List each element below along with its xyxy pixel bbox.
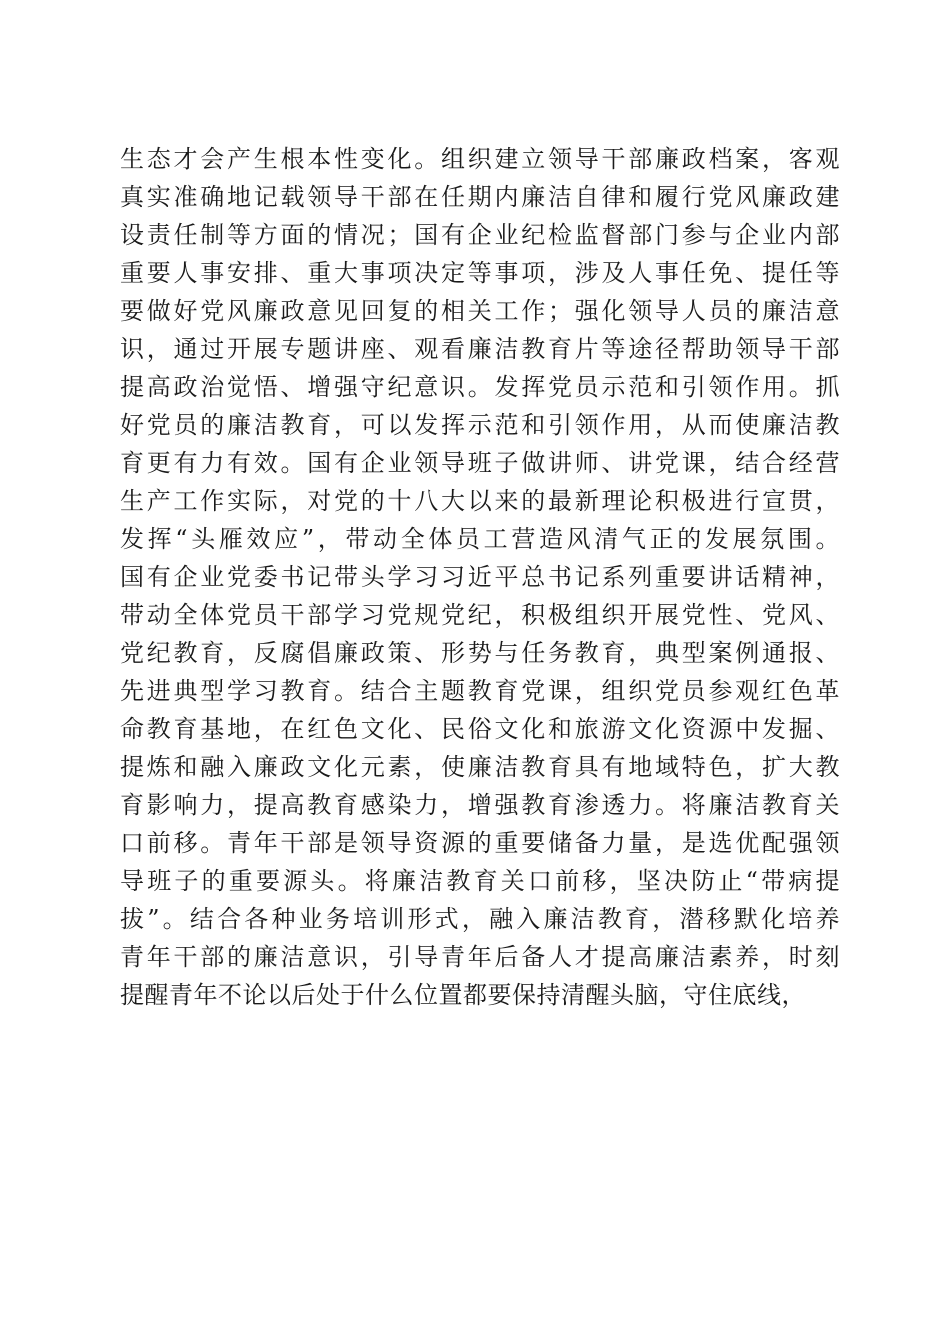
text-line: 发挥“头雁效应”，带动全体员工营造风清气正的发展氛围。 [120, 525, 840, 553]
text-line: 要做好党风廉政意见回复的相关工作；强化领导人员的廉洁意 [120, 297, 840, 325]
text-line: 导班子的重要源头。将廉洁教育关口前移，坚决防止“带病提 [120, 867, 840, 895]
text-line: 好党员的廉洁教育，可以发挥示范和引领作用，从而使廉洁教 [120, 411, 840, 439]
text-line: 育影响力，提高教育感染力，增强教育渗透力。将廉洁教育关 [120, 791, 840, 819]
text-line: 命教育基地，在红色文化、民俗文化和旅游文化资源中发掘、 [120, 715, 840, 743]
text-line: 国有企业党委书记带头学习习近平总书记系列重要讲话精神， [120, 563, 840, 591]
text-line: 提醒青年不论以后处于什么位置都要保持清醒头脑，守住底线， [120, 981, 806, 1009]
text-line: 生态才会产生根本性变化。组织建立领导干部廉政档案，客观 [120, 145, 840, 173]
text-line: 生产工作实际，对党的十八大以来的最新理论积极进行宣贯， [120, 487, 840, 515]
text-line: 识，通过开展专题讲座、观看廉洁教育片等途径帮助领导干部 [120, 335, 840, 363]
text-line: 设责任制等方面的情况；国有企业纪检监督部门参与企业内部 [120, 221, 840, 249]
text-line: 青年干部的廉洁意识，引导青年后备人才提高廉洁素养，时刻 [120, 943, 840, 971]
text-line: 带动全体党员干部学习党规党纪，积极组织开展党性、党风、 [120, 601, 840, 629]
text-line: 拔”。结合各种业务培训形式，融入廉洁教育，潜移默化培养 [120, 905, 840, 933]
text-line: 先进典型学习教育。结合主题教育党课，组织党员参观红色革 [120, 677, 840, 705]
text-line: 重要人事安排、重大事项决定等事项，涉及人事任免、提任等 [120, 259, 840, 287]
text-line: 党纪教育，反腐倡廉政策、形势与任务教育，典型案例通报、 [120, 639, 840, 667]
body-text [120, 140, 840, 1014]
text-line: 育更有力有效。国有企业领导班子做讲师、讲党课，结合经营 [120, 449, 840, 477]
text-line: 提高政治觉悟、增强守纪意识。发挥党员示范和引领作用。抓 [120, 373, 840, 401]
text-line: 口前移。青年干部是领导资源的重要储备力量，是选优配强领 [120, 829, 840, 857]
text-line: 提炼和融入廉政文化元素，使廉洁教育具有地域特色，扩大教 [120, 753, 840, 781]
text-line: 真实准确地记载领导干部在任期内廉洁自律和履行党风廉政建 [120, 183, 840, 211]
